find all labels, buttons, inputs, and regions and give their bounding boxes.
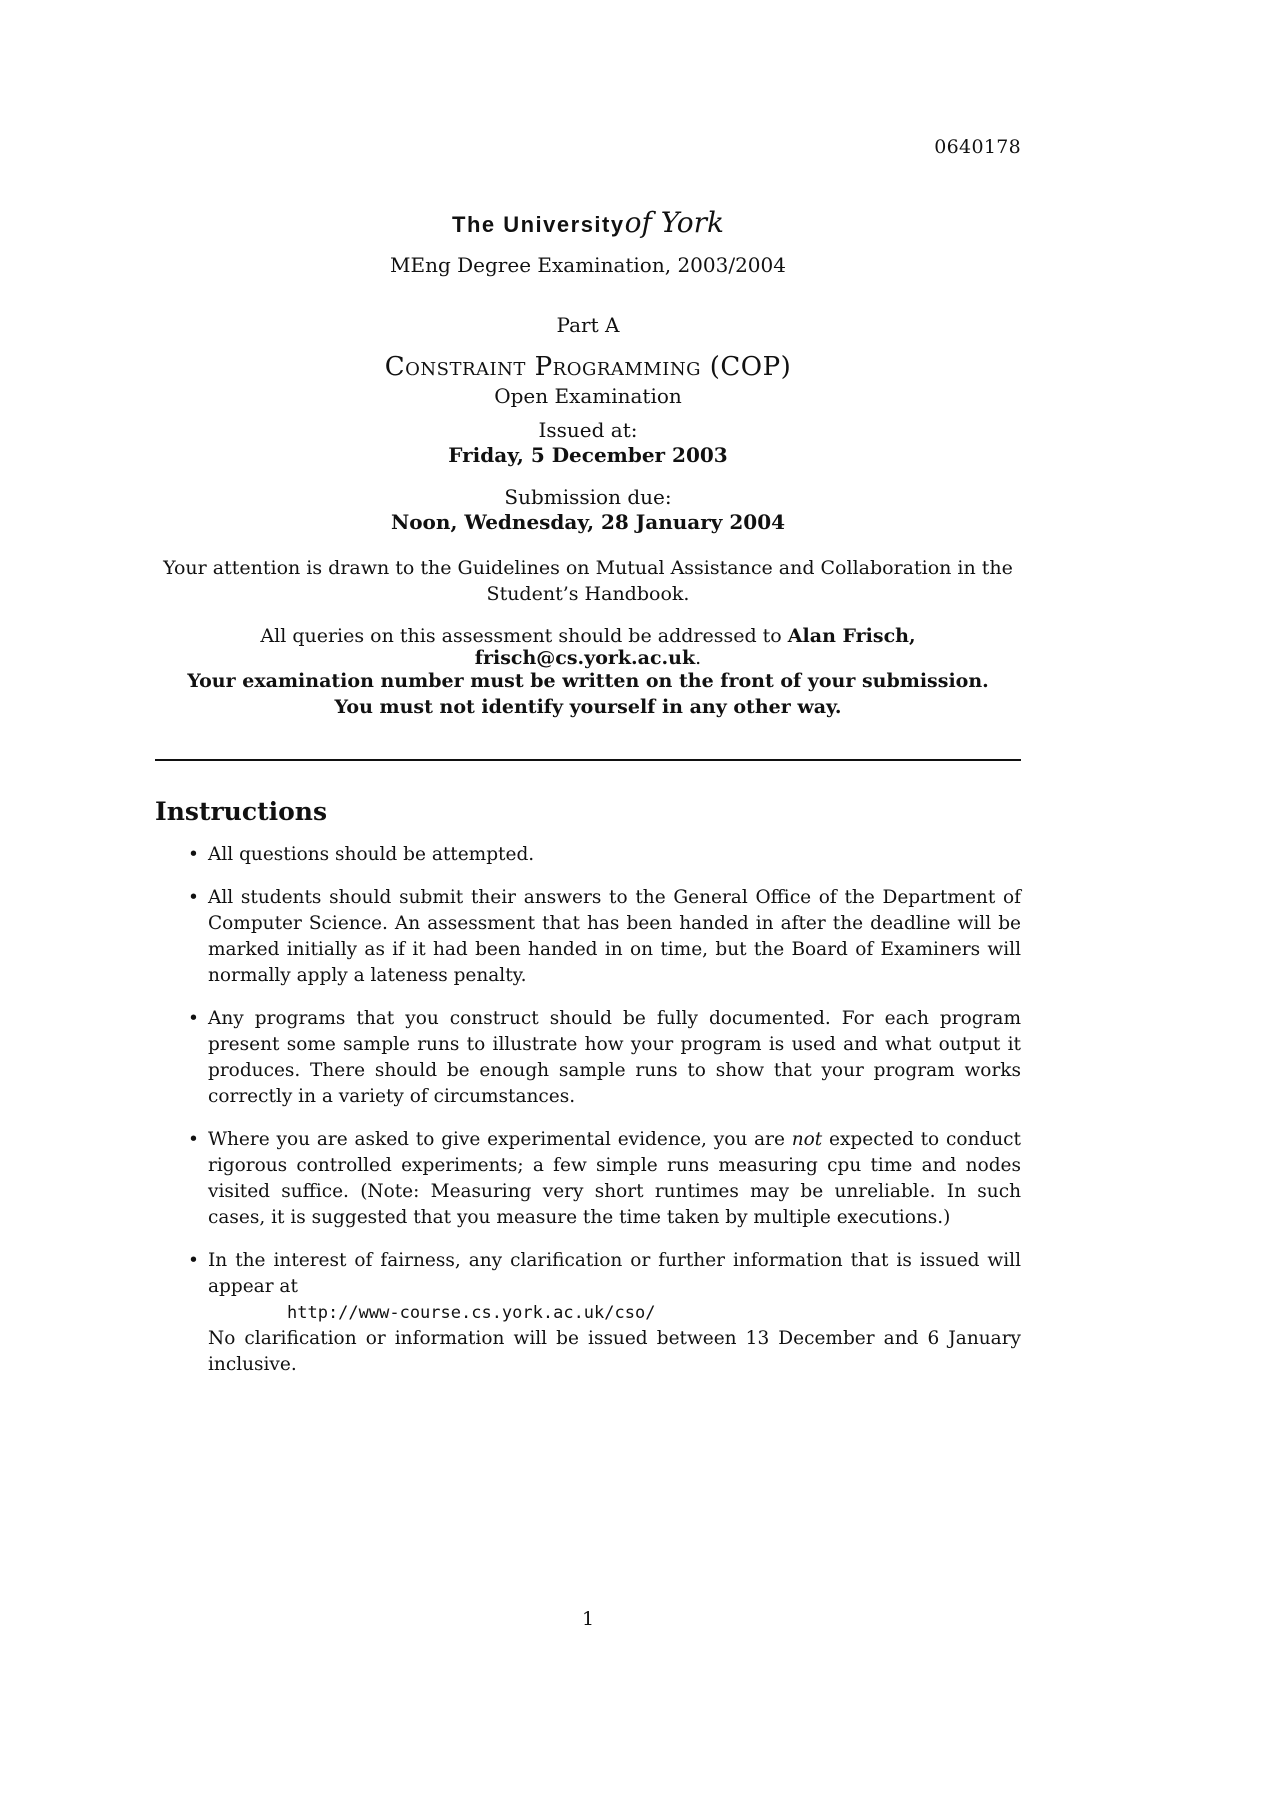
instruction-text-part-2: No clarification or information will be issued between 13 December and 6 January inclusive. <box>208 1328 1021 1375</box>
queries-suffix: . <box>695 647 702 669</box>
list-item <box>155 1127 1021 1231</box>
bullet-icon: • <box>188 1250 199 1271</box>
instruction-text-part-1: In the interest of fairness, any clarification or further information that is issued will appear at <box>208 1250 1021 1297</box>
issued-label: Issued at: <box>538 418 638 442</box>
list-item <box>155 1248 1021 1378</box>
bullet-icon: • <box>188 1129 199 1150</box>
university-name-prefix: The University <box>452 212 625 237</box>
exam-number-line-2: You must not identify yourself in any other way. <box>334 696 842 718</box>
attention-line-1: Your attention is drawn to the Guidelines on Mutual Assistance and Collaboration in the <box>163 557 1013 579</box>
exam-number-line-1: Your examination number must be written on the front of your submission. <box>187 670 989 692</box>
instruction-emphasis: not <box>791 1129 823 1150</box>
page-number: 1 <box>581 1608 595 1630</box>
degree-line: MEng Degree Examination, 2003/2004 <box>390 253 786 277</box>
instruction-text-part-2: expected to conduct rigorous controlled experiments; a few simple runs measuring cpu time and nodes visited suffice. (Note: Measuring very short runtimes may be unreliable. In such cases, it is suggested that you measure the time taken by multiple executions.) <box>208 1129 1021 1228</box>
list-item <box>155 1006 1021 1110</box>
instructions-list <box>155 842 1021 1395</box>
instructions-heading: Instructions <box>155 797 328 826</box>
issued-date: Friday, 5 December 2003 <box>448 443 728 467</box>
instruction-text: Any programs that you construct should be fully documented. For each program present some sample runs to illustrate how your program is used and what output it produces. There should be enough sample runs to show that your program works correctly in a variety of circumstances. <box>208 1008 1021 1107</box>
queries-prefix: All queries on this assessment should be addressed to <box>260 625 788 647</box>
instruction-text: All questions should be attempted. <box>208 844 535 865</box>
university-logo <box>155 206 1021 239</box>
queries-contact: Alan Frisch, frisch@cs.york.ac.uk <box>474 625 916 669</box>
list-item <box>155 885 1021 989</box>
queries-notice <box>155 625 1021 669</box>
bullet-icon: • <box>188 887 199 908</box>
attention-line-2: Student’s Handbook. <box>486 583 690 605</box>
exam-part: Part A <box>556 313 620 337</box>
attention-notice <box>155 555 1021 607</box>
horizontal-rule <box>155 759 1021 761</box>
university-name-suffix: of York <box>624 206 724 239</box>
instruction-text: All students should submit their answers to the General Office of the Department of Computer Science. An assessment that has been handed in after the deadline will be marked initially as if it had been handed in on time, but the Board of Examiners will normally apply a lateness penalty. <box>208 887 1021 986</box>
exam-code: 0640178 <box>934 136 1021 158</box>
list-item <box>155 842 1021 868</box>
course-title: Constraint Programming (COP) <box>384 352 792 382</box>
submission-date: Noon, Wednesday, 28 January 2004 <box>390 510 786 534</box>
exam-number-notice <box>155 668 1021 720</box>
exam-type: Open Examination <box>494 384 682 408</box>
bullet-icon: • <box>188 1008 199 1029</box>
course-url-link[interactable]: http://www-course.cs.york.ac.uk/cso/ <box>287 1303 656 1323</box>
submission-label: Submission due: <box>504 485 672 509</box>
bullet-icon: • <box>188 844 199 865</box>
instruction-text-part-1: Where you are asked to give experimental evidence, you are <box>208 1129 792 1150</box>
